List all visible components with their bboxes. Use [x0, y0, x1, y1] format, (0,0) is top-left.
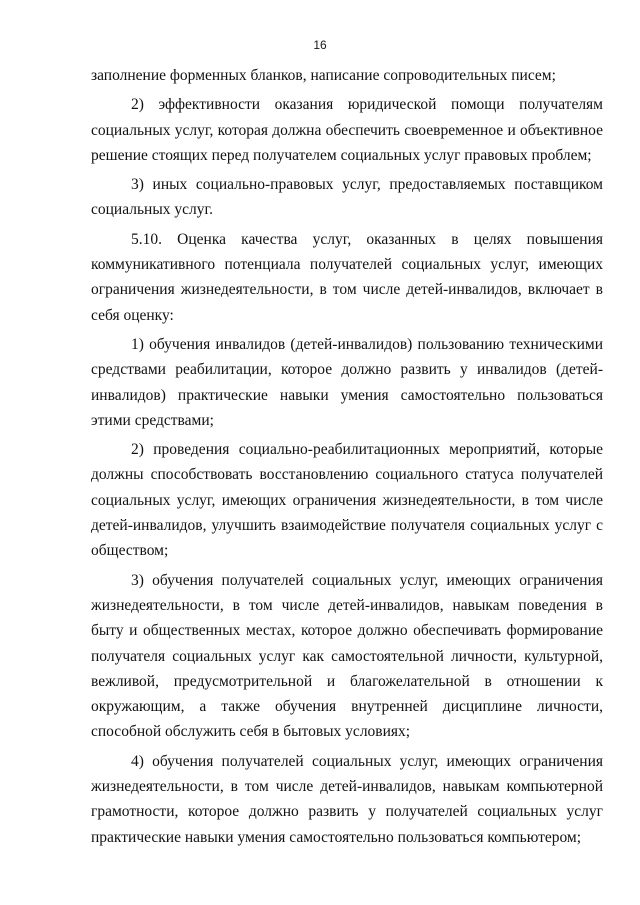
paragraph: 2) проведения социально-реабилитационных мероприятий, которые должны способствовать восстановлению социального статуса получателей социальных услуг, имеющих ограничения жизнедеятельности, в том числе детей-инвалидов, улучшить взаимодействие получателя социальных услуг с обществом; [91, 441, 603, 560]
page-number: 16 [313, 38, 327, 52]
document-body [91, 63, 603, 850]
paragraph: 4) обучения получателей социальных услуг, имеющих ограничения жизнедеятельности, в том числе детей-инвалидов, навыкам компьютерной грамотности, которое должно развить у получателей социальных услуг практические навыки умения самостоятельно пользоваться компьютером; [91, 752, 603, 846]
paragraph: 3) обучения получателей социальных услуг, имеющих ограничения жизнедеятельности, в том числе детей-инвалидов, навыкам поведения в быту и общественных местах, которое должно обеспечивать формирование получателя социальных услуг как самостоятельной личности, культурной, вежливой, предусмотрительной и благожелательной в отношении к окружающим, а также обучения внутренней дисциплине личности, способной обслужить себя в бытовых условиях; [91, 571, 603, 741]
paragraph: 1) обучения инвалидов (детей-инвалидов) пользованию техническими средствами реабилитации, которое должно развить у инвалидов (детей-инвалидов) практические навыки умения самостоятельно пользоваться этими средствами; [91, 335, 603, 429]
paragraph: 5.10. Оценка качества услуг, оказанных в целях повышения коммуникативного потенциала получателей социальных услуг, имеющих ограничения жизнедеятельности, в том числе детей-инвалидов, включает в себя оценку: [91, 230, 603, 324]
paragraph: 2) эффективности оказания юридической помощи получателям социальных услуг, которая должна обеспечить своевременное и объективное решение стоящих перед получателем социальных услуг правовых проблем; [91, 96, 603, 164]
paragraph: 3) иных социально-правовых услуг, предоставляемых поставщиком социальных услуг. [91, 176, 603, 219]
paragraph: заполнение форменных бланков, написание сопроводительных писем; [91, 67, 556, 84]
